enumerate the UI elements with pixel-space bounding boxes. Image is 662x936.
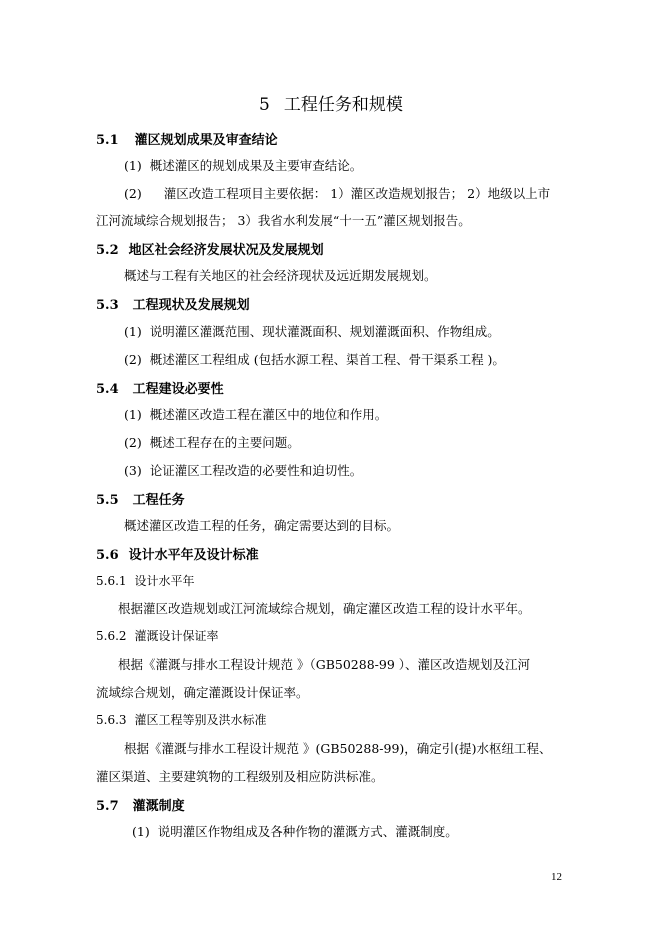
section-5-3-item-2: (2) 概述灌区工程组成 (包括水源工程、渠首工程、骨干渠系工程 )。 bbox=[124, 352, 505, 367]
section-5-5-paragraph: 概述灌区改造工程的任务，确定需要达到的目标。 bbox=[124, 518, 400, 533]
section-5-7-item-1: (1) 说明灌区作物组成及各种作物的灌溉方式、灌溉制度。 bbox=[132, 824, 458, 839]
section-5-4-item-3: (3) 论证灌区工程改造的必要性和迫切性。 bbox=[124, 463, 363, 478]
page-number: 12 bbox=[551, 871, 562, 883]
section-5-6-3-heading: 5.6.3 灌区工程等别及洪水标准 bbox=[96, 713, 267, 727]
section-5-6-3-paragraph: 根据《灌溉与排水工程设计规范 》(GB50288-99)，确定引(提)水枢纽工程、 bbox=[124, 741, 552, 756]
section-5-4-item-2: (2) 概述工程存在的主要问题。 bbox=[124, 435, 300, 450]
section-5-6-1-paragraph: 根据灌区改造规划或江河流域综合规划，确定灌区改造工程的设计水平年。 bbox=[118, 601, 531, 616]
section-5-4-heading: 5.4 工程建设必要性 bbox=[96, 382, 224, 397]
section-5-7-heading: 5.7 灌溉制度 bbox=[96, 799, 185, 814]
section-5-3-item-1: (1) 说明灌区灌溉范围、现状灌溉面积、规划灌溉面积、作物组成。 bbox=[124, 324, 500, 339]
section-5-1-item-2-continued: 江河流域综合规划报告； 3）我省水利发展“十一五”灌区规划报告。 bbox=[96, 213, 471, 228]
section-5-6-heading: 5.6 设计水平年及设计标准 bbox=[96, 548, 259, 563]
section-5-5-heading: 5.5 工程任务 bbox=[96, 493, 185, 508]
section-5-1-item-1: (1) 概述灌区的规划成果及主要审查结论。 bbox=[124, 158, 363, 173]
section-5-2-heading: 5.2 地区社会经济发展状况及发展规划 bbox=[96, 243, 324, 258]
section-5-4-item-1: (1) 概述灌区改造工程在灌区中的地位和作用。 bbox=[124, 407, 388, 422]
section-5-6-2-paragraph: 根据《灌溉与排水工程设计规范 》（GB50288-99 ）、灌区改造规划及江河 bbox=[118, 657, 531, 672]
chapter-heading bbox=[259, 90, 403, 115]
section-5-1-item-2: (2) 灌区改造工程项目主要依据： 1）灌区改造规划报告； 2）地级以上市 bbox=[124, 186, 551, 201]
section-5-2-paragraph: 概述与工程有关地区的社会经济现状及远近期发展规划。 bbox=[124, 268, 437, 283]
section-5-6-1-heading: 5.6.1 设计水平年 bbox=[96, 574, 195, 588]
section-5-6-2-heading: 5.6.2 灌溉设计保证率 bbox=[96, 629, 219, 643]
chapter-title: 工程任务和规模 bbox=[283, 95, 403, 115]
chapter-number: 5 bbox=[259, 95, 270, 115]
section-5-3-heading: 5.3 工程现状及发展规划 bbox=[96, 298, 250, 313]
section-5-1-heading: 5.1 灌区规划成果及审查结论 bbox=[96, 133, 278, 148]
section-5-6-3-paragraph-continued: 灌区渠道、主要建筑物的工程级别及相应防洪标准。 bbox=[96, 769, 384, 784]
section-5-6-2-paragraph-continued: 流域综合规划，确定灌溉设计保证率。 bbox=[96, 685, 309, 700]
